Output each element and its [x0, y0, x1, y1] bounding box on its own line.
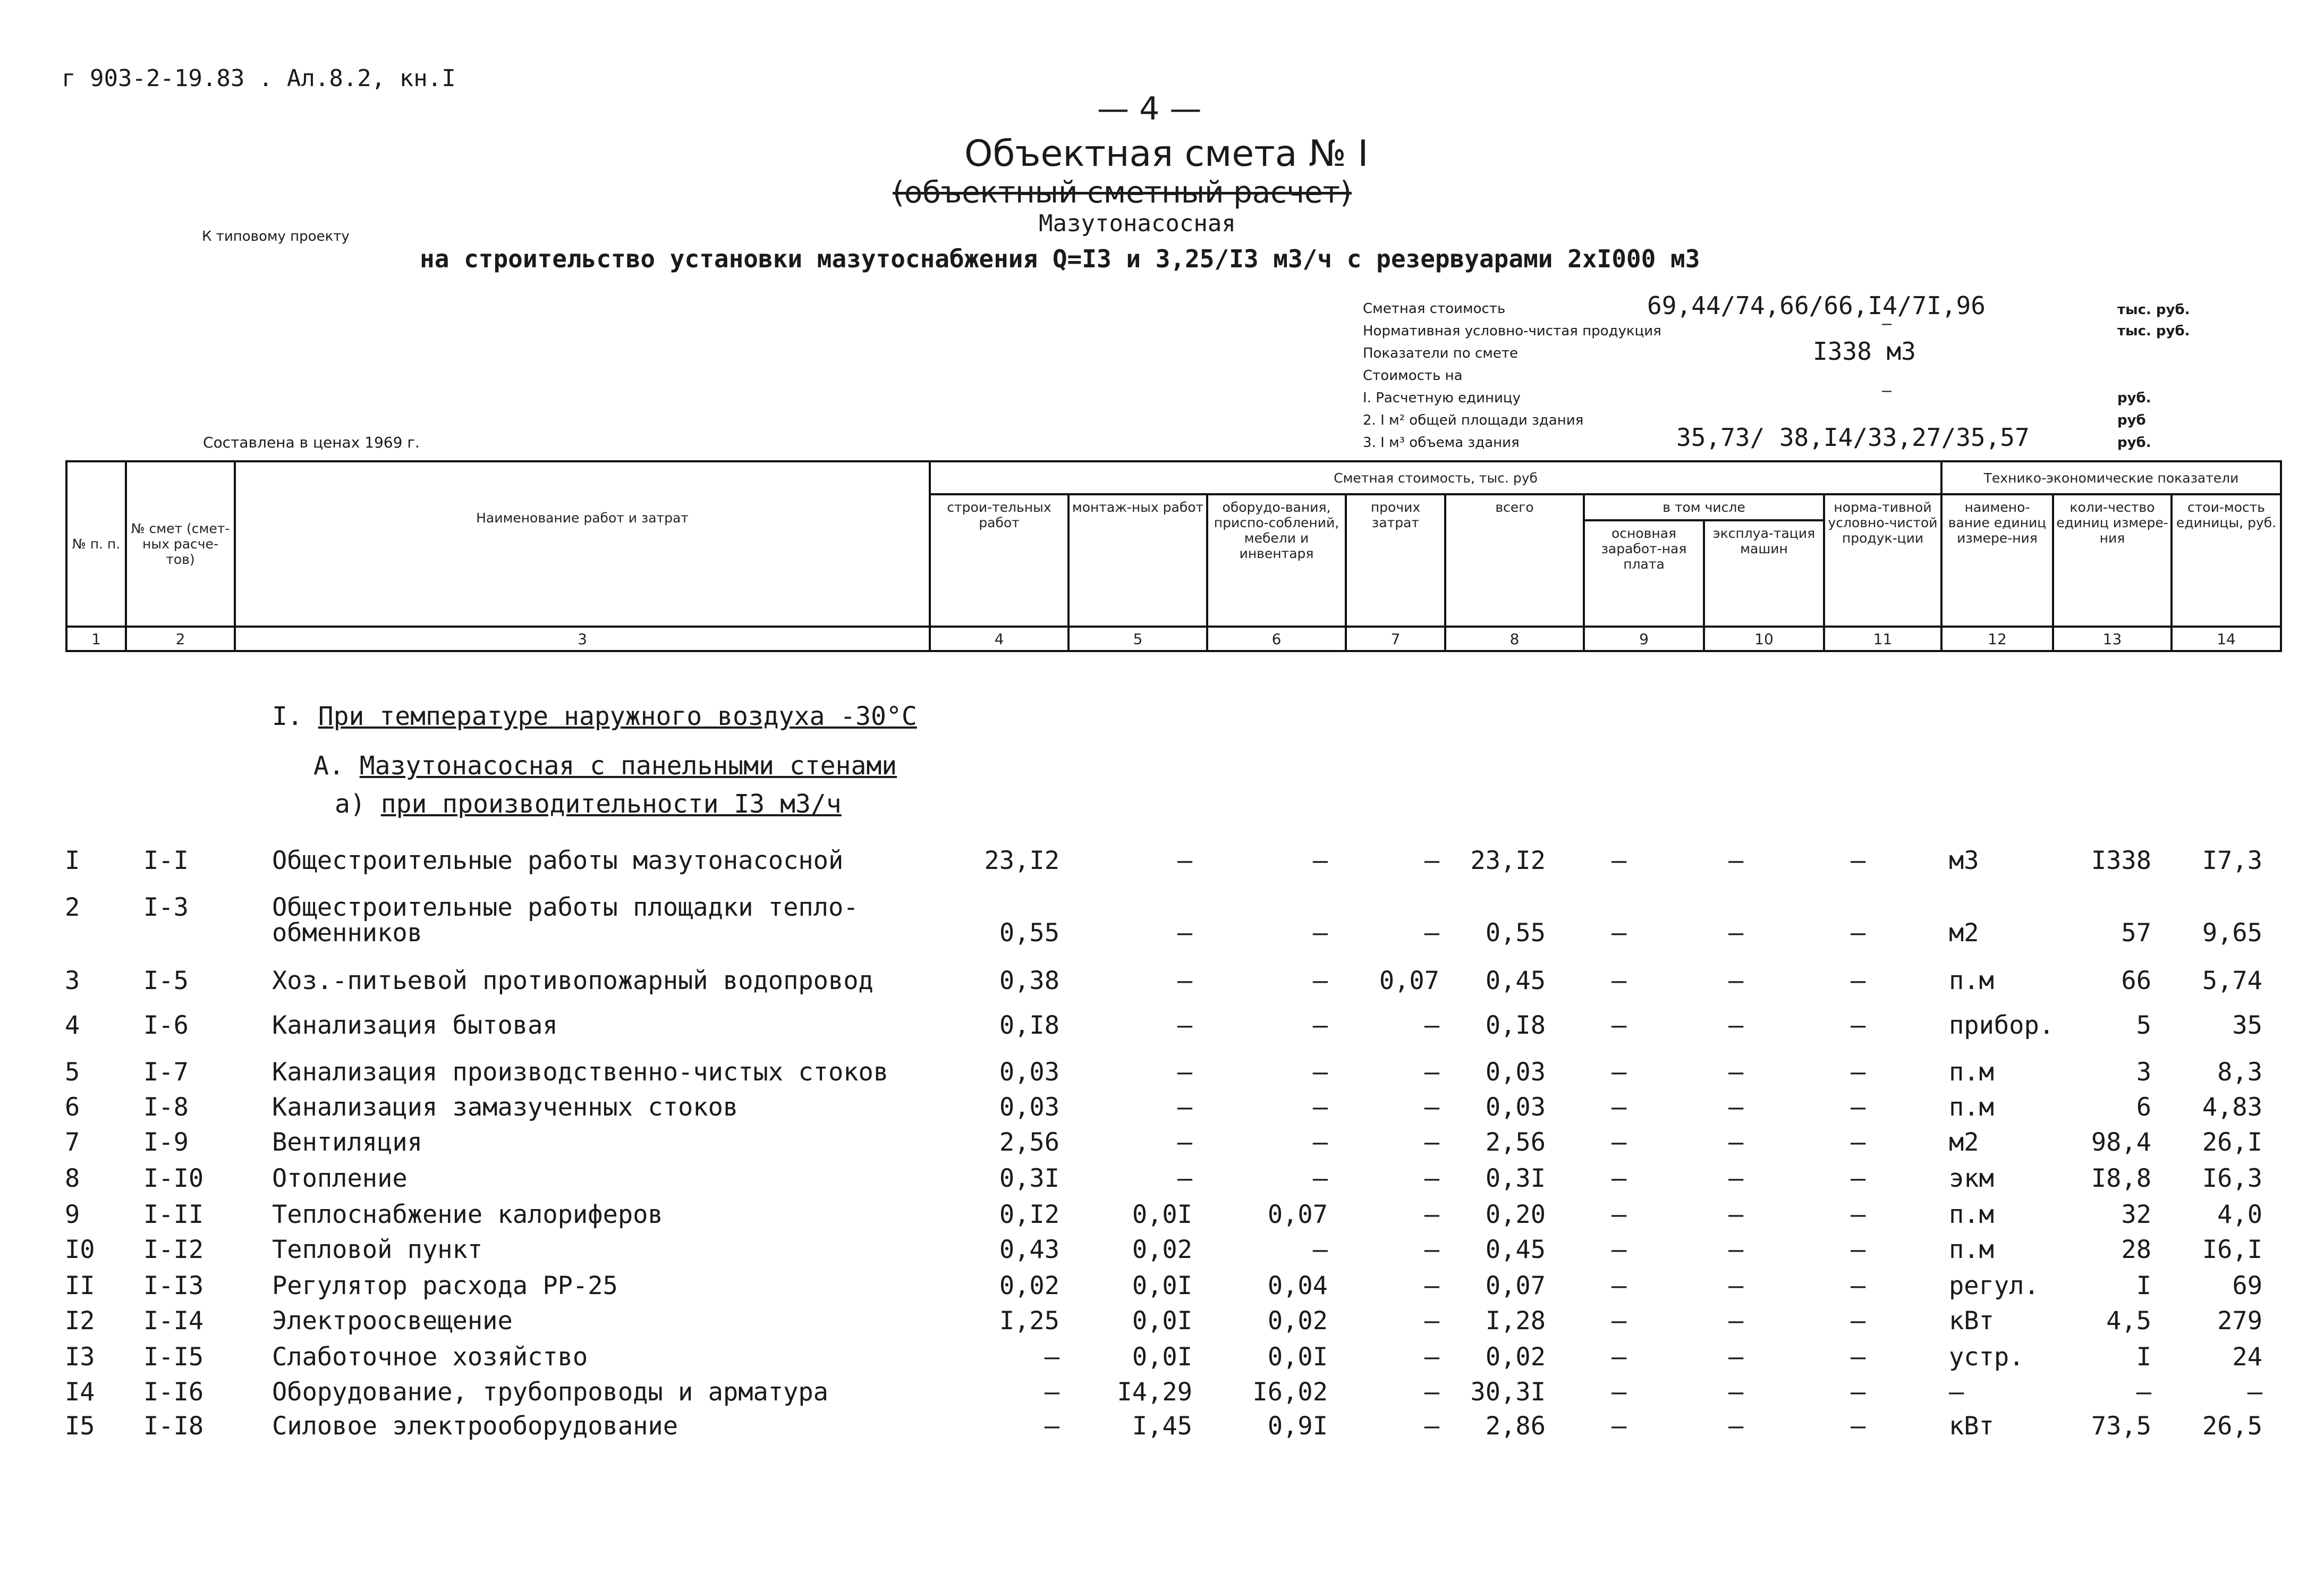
row-installation: I,45: [1132, 1412, 1192, 1441]
summary-label: Нормативная условно-чистая продукция: [1363, 323, 1661, 339]
summary-label: Стоимость на: [1363, 368, 1463, 384]
section-title: Мазутонасосная с панельными стенами: [359, 751, 897, 781]
row-unit-price: I7,3: [2202, 846, 2262, 875]
row-quantity: 98,4: [2091, 1128, 2151, 1157]
page-number: — 4 —: [1097, 90, 1202, 128]
row-quantity: 57: [2121, 918, 2151, 948]
row-name: Электроосвещение: [272, 1306, 513, 1336]
row-salary: –: [1611, 1235, 1627, 1264]
summary-label: I. Расчетную единицу: [1363, 390, 1521, 406]
col-number: 9: [1584, 627, 1704, 651]
summary-label: 3. I м³ объема здания: [1363, 435, 1520, 451]
row-equipment: –: [1312, 1011, 1328, 1040]
object-name: Мазутонасосная: [1039, 210, 1236, 237]
row-net-product: –: [1851, 1058, 1866, 1087]
row-salary: –: [1611, 1200, 1627, 1229]
row-other: –: [1424, 1378, 1439, 1407]
row-name: Отопление: [272, 1164, 408, 1193]
row-total: 0,55: [1485, 918, 1546, 948]
row-net-product: –: [1851, 846, 1866, 875]
row-salary: –: [1611, 918, 1627, 948]
row-construction: I,25: [999, 1306, 1059, 1336]
row-quantity: 5: [2136, 1011, 2151, 1040]
row-quantity: –: [2136, 1378, 2151, 1407]
row-other: –: [1424, 1306, 1439, 1336]
tech-group-header: Технико-экономические показатели: [1941, 461, 2281, 494]
row-number: 9: [65, 1200, 80, 1229]
row-net-product: –: [1851, 966, 1866, 995]
row-other: 0,07: [1379, 966, 1439, 995]
row-installation: 0,0I: [1132, 1200, 1192, 1229]
row-construction: 0,55: [999, 918, 1059, 948]
row-construction: –: [1044, 1378, 1059, 1407]
row-unit-price: 26,I: [2202, 1128, 2262, 1157]
row-other: –: [1424, 1058, 1439, 1087]
row-equipment: 0,07: [1267, 1200, 1328, 1229]
row-ref: I-I8: [143, 1412, 204, 1441]
row-unit: п.м: [1949, 966, 1994, 995]
prices-label: Составлена в ценах 1969 г.: [203, 434, 420, 451]
section-title: При температуре наружного воздуха -30°С: [318, 702, 917, 731]
table-row: [0, 1011, 2324, 1048]
row-equipment: –: [1312, 1093, 1328, 1122]
row-machines: –: [1728, 1011, 1744, 1040]
row-ref: I-I0: [143, 1164, 204, 1193]
row-total: 0,03: [1485, 1093, 1546, 1122]
table-row: [0, 1093, 2324, 1130]
row-net-product: –: [1851, 1235, 1866, 1264]
row-equipment: –: [1312, 846, 1328, 875]
row-unit: экм: [1949, 1164, 1994, 1193]
col-header-10: эксплуа-тация машин: [1704, 520, 1824, 627]
row-name: Слаботочное хозяйство: [272, 1342, 588, 1372]
row-machines: –: [1728, 1235, 1744, 1264]
row-name: Хоз.-питьевой противопожарный водопровод: [272, 966, 873, 995]
row-machines: –: [1728, 918, 1744, 948]
row-unit-price: 279: [2217, 1306, 2262, 1336]
row-name: Силовое электрооборудование: [272, 1412, 678, 1441]
row-construction: 23,I2: [984, 846, 1059, 875]
row-salary: –: [1611, 1306, 1627, 1336]
row-salary: –: [1611, 846, 1627, 875]
subtitle-struck: (объектный сметный расчет): [893, 175, 1352, 210]
row-total: 0,07: [1485, 1271, 1546, 1300]
row-number: I3: [65, 1342, 95, 1372]
col-number: 7: [1346, 627, 1445, 651]
row-unit: м2: [1949, 918, 1979, 948]
row-salary: –: [1611, 1412, 1627, 1441]
row-salary: –: [1611, 1011, 1627, 1040]
table-row: [0, 1271, 2324, 1308]
row-equipment: 0,0I: [1267, 1342, 1328, 1372]
document-reference: г 903-2-19.83 . Ал.8.2, кн.I: [62, 65, 456, 92]
col-header-5: монтаж-ных работ: [1068, 494, 1207, 627]
row-net-product: –: [1851, 1306, 1866, 1336]
page-title: Объектная смета № I: [964, 133, 1369, 175]
col-number: 11: [1824, 627, 1941, 651]
row-installation: I4,29: [1117, 1378, 1192, 1407]
row-ref: I-I5: [143, 1342, 204, 1372]
col-header-4: строи-тельных работ: [930, 494, 1068, 627]
row-net-product: –: [1851, 1200, 1866, 1229]
summary-label: 2. I м² общей площади здания: [1363, 412, 1584, 428]
row-construction: 2,56: [999, 1128, 1059, 1157]
row-net-product: –: [1851, 1011, 1866, 1040]
row-machines: –: [1728, 1271, 1744, 1300]
row-machines: –: [1728, 1128, 1744, 1157]
row-unit: кВт: [1949, 1412, 1994, 1441]
row-machines: –: [1728, 1200, 1744, 1229]
table-row: [0, 1128, 2324, 1165]
row-name: Общестроительные работы мазутонасосной: [272, 846, 844, 875]
row-construction: 0,38: [999, 966, 1059, 995]
row-machines: –: [1728, 1306, 1744, 1336]
row-net-product: –: [1851, 1093, 1866, 1122]
row-total: 0,45: [1485, 1235, 1546, 1264]
row-other: –: [1424, 1093, 1439, 1122]
summary-value: 35,73/ 38,I4/33,27/35,57: [1676, 423, 2030, 452]
row-installation: 0,0I: [1132, 1306, 1192, 1336]
row-salary: –: [1611, 1342, 1627, 1372]
row-ref: I-8: [143, 1093, 189, 1122]
table-row: [0, 1235, 2324, 1272]
row-unit-price: 26,5: [2202, 1412, 2262, 1441]
section-number: I.: [272, 702, 303, 731]
table-row: [0, 1164, 2324, 1201]
row-ref: I-II: [143, 1200, 204, 1229]
row-construction: 0,03: [999, 1093, 1059, 1122]
construction-title: на строительство установки мазутоснабжения Q=I3 и 3,25/I3 м3/ч с резервуарами 2хI000 м3: [420, 244, 1700, 273]
col-header-7: прочих затрат: [1346, 494, 1445, 627]
row-equipment: –: [1312, 1235, 1328, 1264]
row-machines: –: [1728, 1093, 1744, 1122]
row-installation: –: [1177, 966, 1192, 995]
row-number: 8: [65, 1164, 80, 1193]
row-ref: I-5: [143, 966, 189, 995]
summary-label: Сметная стоимость: [1363, 301, 1506, 317]
row-salary: –: [1611, 1093, 1627, 1122]
row-other: –: [1424, 1271, 1439, 1300]
row-other: –: [1424, 1200, 1439, 1229]
cost-group-header: Сметная стоимость, тыс. руб: [930, 461, 1941, 494]
row-ref: I-6: [143, 1011, 189, 1040]
table-row: [0, 966, 2324, 1003]
col-header-13: коли-чество единиц измере-ния: [2053, 494, 2172, 627]
summary-unit: тыс. руб.: [2117, 302, 2190, 318]
table-row: [0, 1306, 2324, 1344]
col-number: 2: [126, 627, 235, 651]
row-quantity: 28: [2121, 1235, 2151, 1264]
row-machines: –: [1728, 1058, 1744, 1087]
row-quantity: I: [2136, 1271, 2151, 1300]
col-header-14: стои-мость единицы, руб.: [2172, 494, 2281, 627]
row-installation: –: [1177, 1058, 1192, 1087]
row-number: 7: [65, 1128, 80, 1157]
row-number: 4: [65, 1011, 80, 1040]
row-unit: п.м: [1949, 1093, 1994, 1122]
row-salary: –: [1611, 1128, 1627, 1157]
row-ref: I-7: [143, 1058, 189, 1087]
section-number: а): [335, 789, 366, 819]
summary-unit: руб.: [2117, 435, 2151, 451]
row-equipment: I6,02: [1252, 1378, 1328, 1407]
row-installation: –: [1177, 846, 1192, 875]
col-number: 3: [235, 627, 930, 651]
row-equipment: –: [1312, 1128, 1328, 1157]
row-name: Общестроительные работы площадки тепло-: [272, 893, 859, 922]
row-unit-price: I6,3: [2202, 1164, 2262, 1193]
summary-value: –: [1882, 382, 1892, 400]
table-row: [0, 1378, 2324, 1415]
row-other: –: [1424, 1235, 1439, 1264]
row-unit: прибор.: [1949, 1011, 2055, 1040]
row-unit-price: 5,74: [2202, 966, 2262, 995]
row-unit-price: 4,0: [2217, 1200, 2262, 1229]
row-unit: п.м: [1949, 1200, 1994, 1229]
row-machines: –: [1728, 846, 1744, 875]
col-header-6: оборудо-вания, приспо-соблений, мебели и инвентаря: [1207, 494, 1346, 627]
row-number: 6: [65, 1093, 80, 1122]
section-title: при производительности I3 м3/ч: [380, 789, 842, 819]
summary-value: –: [1882, 315, 1892, 333]
row-installation: 0,0I: [1132, 1271, 1192, 1300]
estimate-header-table: [65, 460, 2282, 652]
row-ref: I-3: [143, 893, 189, 922]
table-row: [0, 846, 2324, 883]
row-other: –: [1424, 1342, 1439, 1372]
row-salary: –: [1611, 1271, 1627, 1300]
row-ref: I-I4: [143, 1306, 204, 1336]
summary-label: Показатели по смете: [1363, 345, 1518, 361]
col-number: 12: [1941, 627, 2053, 651]
row-net-product: –: [1851, 1164, 1866, 1193]
row-unit-price: I6,I: [2202, 1235, 2262, 1264]
row-ref: I-I6: [143, 1378, 204, 1407]
row-machines: –: [1728, 1342, 1744, 1372]
row-unit: м3: [1949, 846, 1979, 875]
summary-unit: руб.: [2117, 390, 2151, 406]
row-construction: –: [1044, 1342, 1059, 1372]
row-unit-price: 69: [2232, 1271, 2262, 1300]
row-construction: 0,I8: [999, 1011, 1059, 1040]
col-header-2: № смет (смет-ных расче-тов): [126, 461, 235, 627]
row-total: 0,03: [1485, 1058, 1546, 1087]
row-quantity: 3: [2136, 1058, 2151, 1087]
row-salary: –: [1611, 1058, 1627, 1087]
row-unit: регул.: [1949, 1271, 2039, 1300]
col-number: 5: [1068, 627, 1207, 651]
row-unit-price: 4,83: [2202, 1093, 2262, 1122]
col-header-8: всего: [1445, 494, 1584, 627]
row-net-product: –: [1851, 1271, 1866, 1300]
row-unit: п.м: [1949, 1058, 1994, 1087]
row-net-product: –: [1851, 1378, 1866, 1407]
row-number: 3: [65, 966, 80, 995]
to-project-label: К типовому проекту: [202, 229, 350, 244]
row-total: 30,3I: [1470, 1378, 1546, 1407]
col-header-11: норма-тивной условно-чистой продук-ции: [1824, 494, 1941, 627]
row-unit: устр.: [1949, 1342, 2024, 1372]
table-row: [0, 1058, 2324, 1095]
row-other: –: [1424, 846, 1439, 875]
col-number: 1: [66, 627, 126, 651]
row-unit: м2: [1949, 1128, 1979, 1157]
table-row: [0, 1412, 2324, 1449]
row-construction: –: [1044, 1412, 1059, 1441]
row-machines: –: [1728, 1378, 1744, 1407]
row-equipment: 0,04: [1267, 1271, 1328, 1300]
row-number: 2: [65, 893, 80, 922]
table-row: [0, 893, 2324, 948]
row-unit: –: [1949, 1378, 1964, 1407]
row-installation: 0,02: [1132, 1235, 1192, 1264]
row-total: 2,86: [1485, 1412, 1546, 1441]
row-total: 2,56: [1485, 1128, 1546, 1157]
row-name: Вентиляция: [272, 1128, 422, 1157]
row-construction: 0,I2: [999, 1200, 1059, 1229]
col-header-3: Наименование работ и затрат: [235, 461, 930, 627]
row-installation: –: [1177, 918, 1192, 948]
row-unit-price: 24: [2232, 1342, 2262, 1372]
row-quantity: 4,5: [2106, 1306, 2151, 1336]
row-unit-price: –: [2247, 1378, 2262, 1407]
section-heading-sub: [335, 789, 842, 819]
row-number: I4: [65, 1378, 95, 1407]
row-total: 0,3I: [1485, 1164, 1546, 1193]
row-number: I5: [65, 1412, 95, 1441]
row-construction: 0,3I: [999, 1164, 1059, 1193]
section-heading-a: [313, 751, 897, 781]
row-quantity: I: [2136, 1342, 2151, 1372]
row-quantity: 6: [2136, 1093, 2151, 1122]
col-header-9: основная заработ-ная плата: [1584, 520, 1704, 627]
section-number: А.: [313, 751, 344, 781]
row-net-product: –: [1851, 1412, 1866, 1441]
row-number: I0: [65, 1235, 95, 1264]
row-unit-price: 35: [2232, 1011, 2262, 1040]
summary-unit: тыс. руб.: [2117, 323, 2190, 339]
col-number: 6: [1207, 627, 1346, 651]
including-group-header: в том числе: [1584, 494, 1824, 520]
row-construction: 0,03: [999, 1058, 1059, 1087]
table-row: [0, 1200, 2324, 1237]
row-equipment: –: [1312, 1164, 1328, 1193]
row-salary: –: [1611, 1378, 1627, 1407]
summary-value: I338 м3: [1813, 337, 1916, 366]
col-number: 13: [2053, 627, 2172, 651]
row-other: –: [1424, 918, 1439, 948]
row-name: Канализация бытовая: [272, 1011, 558, 1040]
row-name: Теплоснабжение калориферов: [272, 1200, 663, 1229]
row-number: I: [65, 846, 80, 875]
row-name: Канализация производственно-чистых стоков: [272, 1058, 889, 1087]
row-total: 0,I8: [1485, 1011, 1546, 1040]
row-salary: –: [1611, 1164, 1627, 1193]
row-machines: –: [1728, 966, 1744, 995]
row-ref: I-I3: [143, 1271, 204, 1300]
row-number: 5: [65, 1058, 80, 1087]
row-construction: 0,02: [999, 1271, 1059, 1300]
row-equipment: 0,9I: [1267, 1412, 1328, 1441]
row-equipment: 0,02: [1267, 1306, 1328, 1336]
row-quantity: I8,8: [2091, 1164, 2151, 1193]
row-equipment: –: [1312, 1058, 1328, 1087]
row-net-product: –: [1851, 918, 1866, 948]
row-quantity: 32: [2121, 1200, 2151, 1229]
row-quantity: I338: [2091, 846, 2151, 875]
row-quantity: 73,5: [2091, 1412, 2151, 1441]
row-unit-price: 8,3: [2217, 1058, 2262, 1087]
row-total: 23,I2: [1470, 846, 1546, 875]
row-total: 0,45: [1485, 966, 1546, 995]
row-total: I,28: [1485, 1306, 1546, 1336]
row-name: Канализация замазученных стоков: [272, 1093, 739, 1122]
row-name: Регулятор расхода РР-25: [272, 1271, 618, 1300]
summary-value: 69,44/74,66/66,I4/7I,96: [1647, 291, 1986, 320]
row-ref: I-I: [143, 846, 189, 875]
row-salary: –: [1611, 966, 1627, 995]
col-header-12: наимено-вание единиц измере-ния: [1941, 494, 2053, 627]
col-number: 4: [930, 627, 1068, 651]
row-construction: 0,43: [999, 1235, 1059, 1264]
row-unit-price: 9,65: [2202, 918, 2262, 948]
row-other: –: [1424, 1011, 1439, 1040]
row-name: Тепловой пункт: [272, 1235, 483, 1264]
row-ref: I-I2: [143, 1235, 204, 1264]
row-number: II: [65, 1271, 95, 1300]
col-header-1: № п. п.: [66, 461, 126, 627]
row-unit: кВт: [1949, 1306, 1994, 1336]
col-number: 8: [1445, 627, 1584, 651]
row-installation: –: [1177, 1128, 1192, 1157]
row-name: Оборудование, трубопроводы и арматура: [272, 1378, 828, 1407]
table-row: [0, 1342, 2324, 1380]
row-total: 0,20: [1485, 1200, 1546, 1229]
row-other: –: [1424, 1164, 1439, 1193]
row-installation: –: [1177, 1164, 1192, 1193]
row-other: –: [1424, 1128, 1439, 1157]
row-installation: 0,0I: [1132, 1342, 1192, 1372]
section-heading-1: [272, 702, 917, 731]
row-installation: –: [1177, 1011, 1192, 1040]
row-installation: –: [1177, 1093, 1192, 1122]
row-number: I2: [65, 1306, 95, 1336]
col-number: 10: [1704, 627, 1824, 651]
row-equipment: –: [1312, 966, 1328, 995]
row-machines: –: [1728, 1164, 1744, 1193]
summary-unit: руб: [2117, 412, 2146, 428]
row-ref: I-9: [143, 1128, 189, 1157]
row-machines: –: [1728, 1412, 1744, 1441]
row-net-product: –: [1851, 1342, 1866, 1372]
row-other: –: [1424, 1412, 1439, 1441]
row-quantity: 66: [2121, 966, 2151, 995]
col-number: 14: [2172, 627, 2281, 651]
row-net-product: –: [1851, 1128, 1866, 1157]
row-unit: п.м: [1949, 1235, 1994, 1264]
row-total: 0,02: [1485, 1342, 1546, 1372]
row-equipment: –: [1312, 918, 1328, 948]
row-name-cont: обменников: [272, 918, 422, 948]
